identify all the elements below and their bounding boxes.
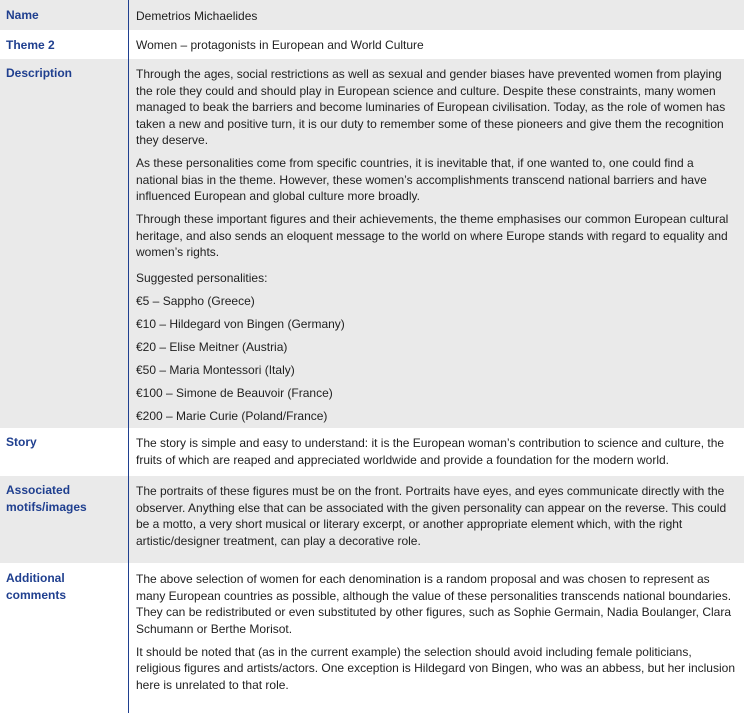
row-name bbox=[0, 0, 744, 30]
row-value: Demetrios Michaelides bbox=[136, 9, 258, 23]
description-text bbox=[136, 66, 738, 428]
row-label: Associated motifs/images bbox=[6, 483, 87, 514]
row-motifs bbox=[0, 476, 744, 563]
row-label: Description bbox=[6, 66, 73, 80]
personality-item: €20 – Elise Meitner (Austria) bbox=[136, 340, 288, 354]
paragraph: As these personalities come from specific countries, it is inevitable that, if one wanted to, one could find a national bias in the theme. However, these women’s accomplishments transcend national barriers and have influenced European and global culture more broadly. bbox=[136, 156, 707, 203]
row-value: The story is simple and easy to understand: it is the European woman’s contribution to science and culture, the fruits of which are reaped and appreciated worldwide and provide a foundation for the modern world. bbox=[136, 436, 725, 467]
personality-item: €10 – Hildegard von Bingen (Germany) bbox=[136, 317, 345, 331]
row-label: Name bbox=[6, 8, 39, 22]
paragraph: Through these important figures and their achievements, the theme emphasises our common European cultural heritage, and also sends an eloquent message to the world on where Europe stands with regard to equality and women’s rights. bbox=[136, 212, 729, 259]
row-comments bbox=[0, 563, 744, 713]
paragraph: The above selection of women for each denomination is a random proposal and was chosen to represent as many European countries as possible, although the value of these personalities transcends national boundaries. They can be redistributed or even substituted by other figures, such as Sophie Germain, Nadia Boulanger, Clara Schumann or Berthe Morisot. bbox=[136, 572, 732, 636]
row-label: Additional comments bbox=[6, 571, 67, 602]
row-theme bbox=[0, 31, 744, 59]
personality-item: €100 – Simone de Beauvoir (France) bbox=[136, 386, 333, 400]
row-label: Story bbox=[6, 435, 37, 449]
row-label: Theme 2 bbox=[6, 38, 55, 52]
personality-item: €200 – Marie Curie (Poland/France) bbox=[136, 409, 328, 423]
comments-text bbox=[136, 571, 738, 700]
row-story bbox=[0, 428, 744, 476]
row-value: The portraits of these figures must be on the front. Portraits have eyes, and eyes communicate directly with the observer. Anything else that can be associated with the given personality can appear on the reverse. This could be a motto, a very short musical or literary excerpt, or another appropriate element which, with the right artistic/designer treatment, can play a decorative role. bbox=[136, 484, 727, 548]
paragraph: It should be noted that (as in the current example) the selection should avoid including female politicians, religious figures and artists/actors. One exception is Hildegard von Bingen, who was an abbess, but her inclusion here is unrelated to that role. bbox=[136, 644, 735, 692]
row-value: Women – protagonists in European and World Culture bbox=[136, 38, 424, 52]
column-divider bbox=[128, 0, 129, 713]
personality-item: €50 – Maria Montessori (Italy) bbox=[136, 363, 295, 377]
personality-item: €5 – Sappho (Greece) bbox=[136, 294, 255, 308]
paragraph: Suggested personalities: bbox=[136, 271, 268, 285]
paragraph: Through the ages, social restrictions as well as sexual and gender biases have prevented women from playing the role they could and should play in European science and culture. Despite these constraints, many women managed to beak the barriers and become luminaries of European civilisation. Today, as the role of women has taken a new and positive turn, it is our duty to remember some of these pioneers and give them the recognition they deserve. bbox=[136, 67, 726, 147]
row-description bbox=[0, 59, 744, 428]
